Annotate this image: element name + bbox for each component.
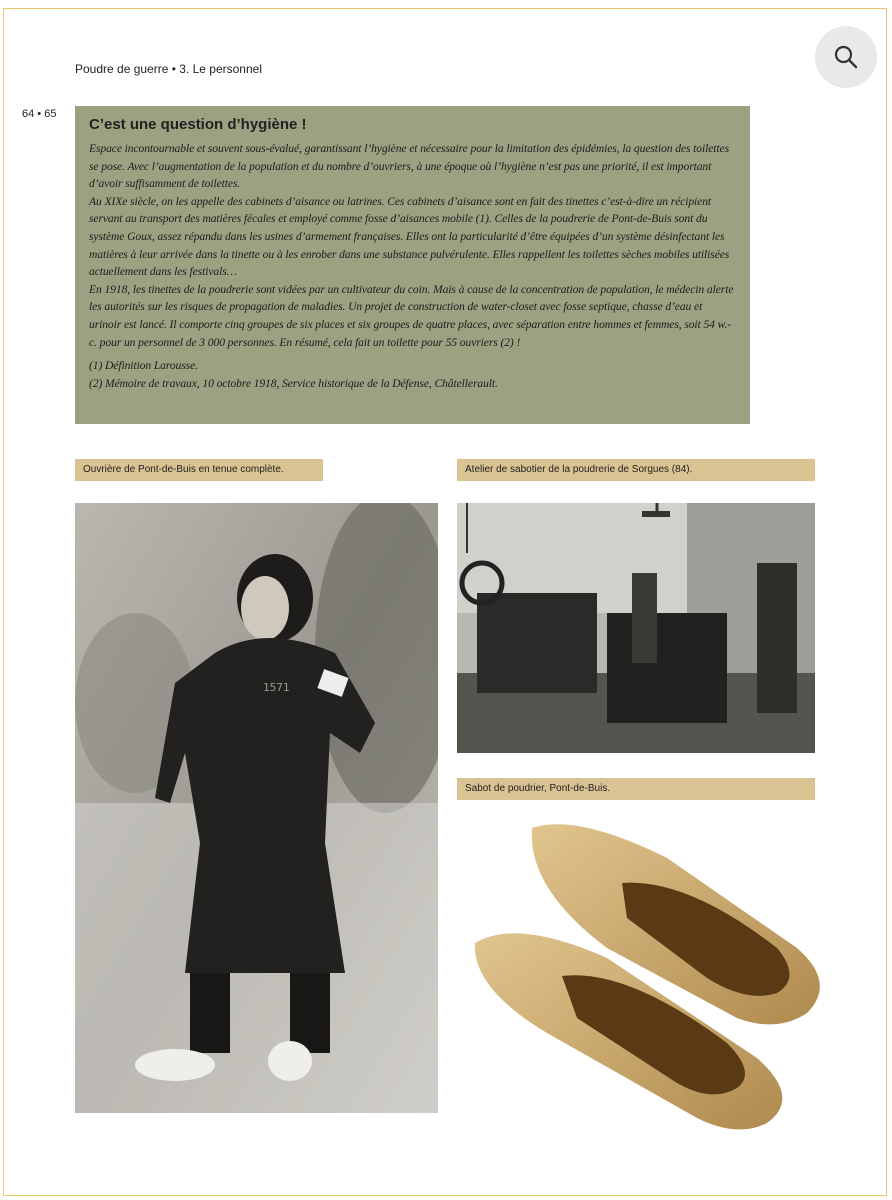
box-title: C’est une question d’hygiène ! <box>89 116 307 133</box>
page-numbers: 64 • 65 <box>22 108 57 120</box>
running-header: Poudre de guerre • 3. Le personnel <box>75 62 262 76</box>
caption-workshop: Atelier de sabotier de la poudrerie de Sorgues (84). <box>457 459 815 481</box>
caption-clogs: Sabot de poudrier, Pont-de-Buis. <box>457 778 815 800</box>
workshop-photo <box>457 503 815 753</box>
search-button[interactable] <box>815 26 877 88</box>
box-paragraph: En 1918, les tinettes de la poudrerie sont vidées par un cultivateur du coin. Mais à cause de la concentration de population, le médecin alerte les autorités sur les risques de propagation de maladies. Un projet de construction de water-closet avec fosse septique, chasse d’eau et urinoir est lancé. Il comporte cinq groupes de six places et six groupes de quatre places, avec séparation entre hommes et femmes, soit 54 w.-c. pour un personnel de 3 000 personnes. En résumé, cela fait un toilette pour 55 ouvriers (2) ! <box>89 282 734 349</box>
uniform-badge-number: 1571 <box>263 681 290 694</box>
box-note: (2) Mémoire de travaux, 10 octobre 1918, Service historique de la Défense, Châtellerault. <box>89 376 498 390</box>
box-paragraph: Espace incontournable et souvent sous-évalué, garantissant l’hygiène et nécessaire pour la limitation des épidémies, la question des toilettes se pose. Avec l’augmentation de la population et du nombre d’ouvriers, à une époque où l’hygiène n’est pas une priorité, il est important d’avoir suffisamment de toilettes. <box>89 142 729 191</box>
hygiene-box <box>75 106 750 424</box>
box-paragraph: Au XIXe siècle, on les appelle des cabinets d’aisance ou latrines. Ces cabinets d’aisance sont en fait des tinettes c’est-à-dire un récipient servant au transport des matières fécales et employé comme fosse d’aisances mobile (1). Celles de la poudrerie de Pont-de-Buis sont du système Goux, assez répandu dans les usines d’armement françaises. Elles ont la particularité d’être équipées d’un système désinfectant les matières à leur arrivée dans la tinette ou à les enrober dans une substance pulvérulente. Elles rappellent les toilettes sèches mobiles utilisées actuellement dans les festivals… <box>89 194 730 279</box>
search-icon <box>833 44 859 70</box>
clogs-photo <box>457 808 837 1138</box>
box-note: (1) Définition Larousse. <box>89 359 198 373</box>
caption-worker: Ouvrière de Pont-de-Buis en tenue complète. <box>75 459 323 481</box>
worker-photo <box>75 503 438 1113</box>
